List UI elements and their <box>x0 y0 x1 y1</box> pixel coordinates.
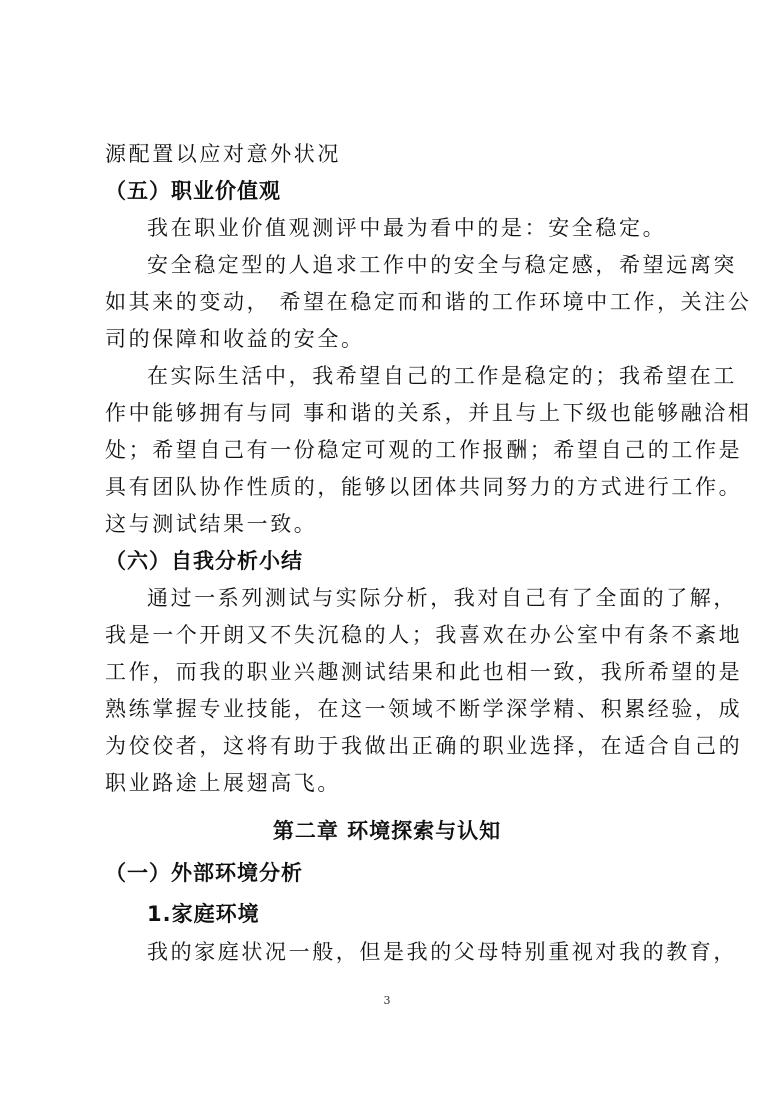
paragraph-line: 我是一个开朗又不失沉稳的人；我喜欢在办公室中有条不紊地 <box>105 623 743 647</box>
paragraph-line: 我在职业价值观测评中最为看中的是：安全稳定。 <box>147 216 667 240</box>
paragraph-line: 司的保障和收益的安全。 <box>105 327 365 351</box>
section-heading-6: （六）自我分析小结 <box>105 549 303 573</box>
section-heading-5: （五）职业价值观 <box>105 179 281 203</box>
paragraph-line: 职业路途上展翅高飞。 <box>105 771 341 795</box>
paragraph-line: 熟练掌握专业技能，在这一领域不断学深学精、积累经验，成 <box>105 697 743 721</box>
paragraph-line: 具有团队协作性质的，能够以团体共同努力的方式进行工作。 <box>105 475 743 499</box>
chapter-title: 第二章 环境探索与认知 <box>272 819 502 843</box>
paragraph-line: 作中能够拥有与同 事和谐的关系，并且与上下级也能够融洽相 <box>105 401 752 425</box>
paragraph-line: 我的家庭状况一般，但是我的父母特别重视对我的教育， <box>147 940 737 964</box>
paragraph-line: 为佼佼者，这将有助于我做出正确的职业选择，在适合自己的 <box>105 734 743 758</box>
page-number: 3 <box>383 994 391 1007</box>
paragraph-line: 通过一系列测试与实际分析，我对自己有了全面的了解， <box>147 586 737 610</box>
paragraph-line: 在实际生活中，我希望自己的工作是稳定的；我希望在工 <box>147 364 737 388</box>
paragraph-line: 如其来的变动， 希望在稳定而和谐的工作环境中工作，关注公 <box>105 290 752 314</box>
subsection-heading: 1.家庭环境 <box>147 902 260 926</box>
paragraph-line: 工作，而我的职业兴趣测试结果和此也相一致，我所希望的是 <box>105 660 743 684</box>
paragraph-line: 这与测试结果一致。 <box>105 512 318 536</box>
paragraph-line: 安全稳定型的人追求工作中的安全与稳定感，希望远离突 <box>147 253 737 277</box>
section-heading-1: （一）外部环境分析 <box>105 861 303 885</box>
paragraph-line: 源配置以应对意外状况 <box>105 142 341 166</box>
paragraph-line: 处；希望自己有一份稳定可观的工作报酬；希望自己的工作是 <box>105 438 743 462</box>
